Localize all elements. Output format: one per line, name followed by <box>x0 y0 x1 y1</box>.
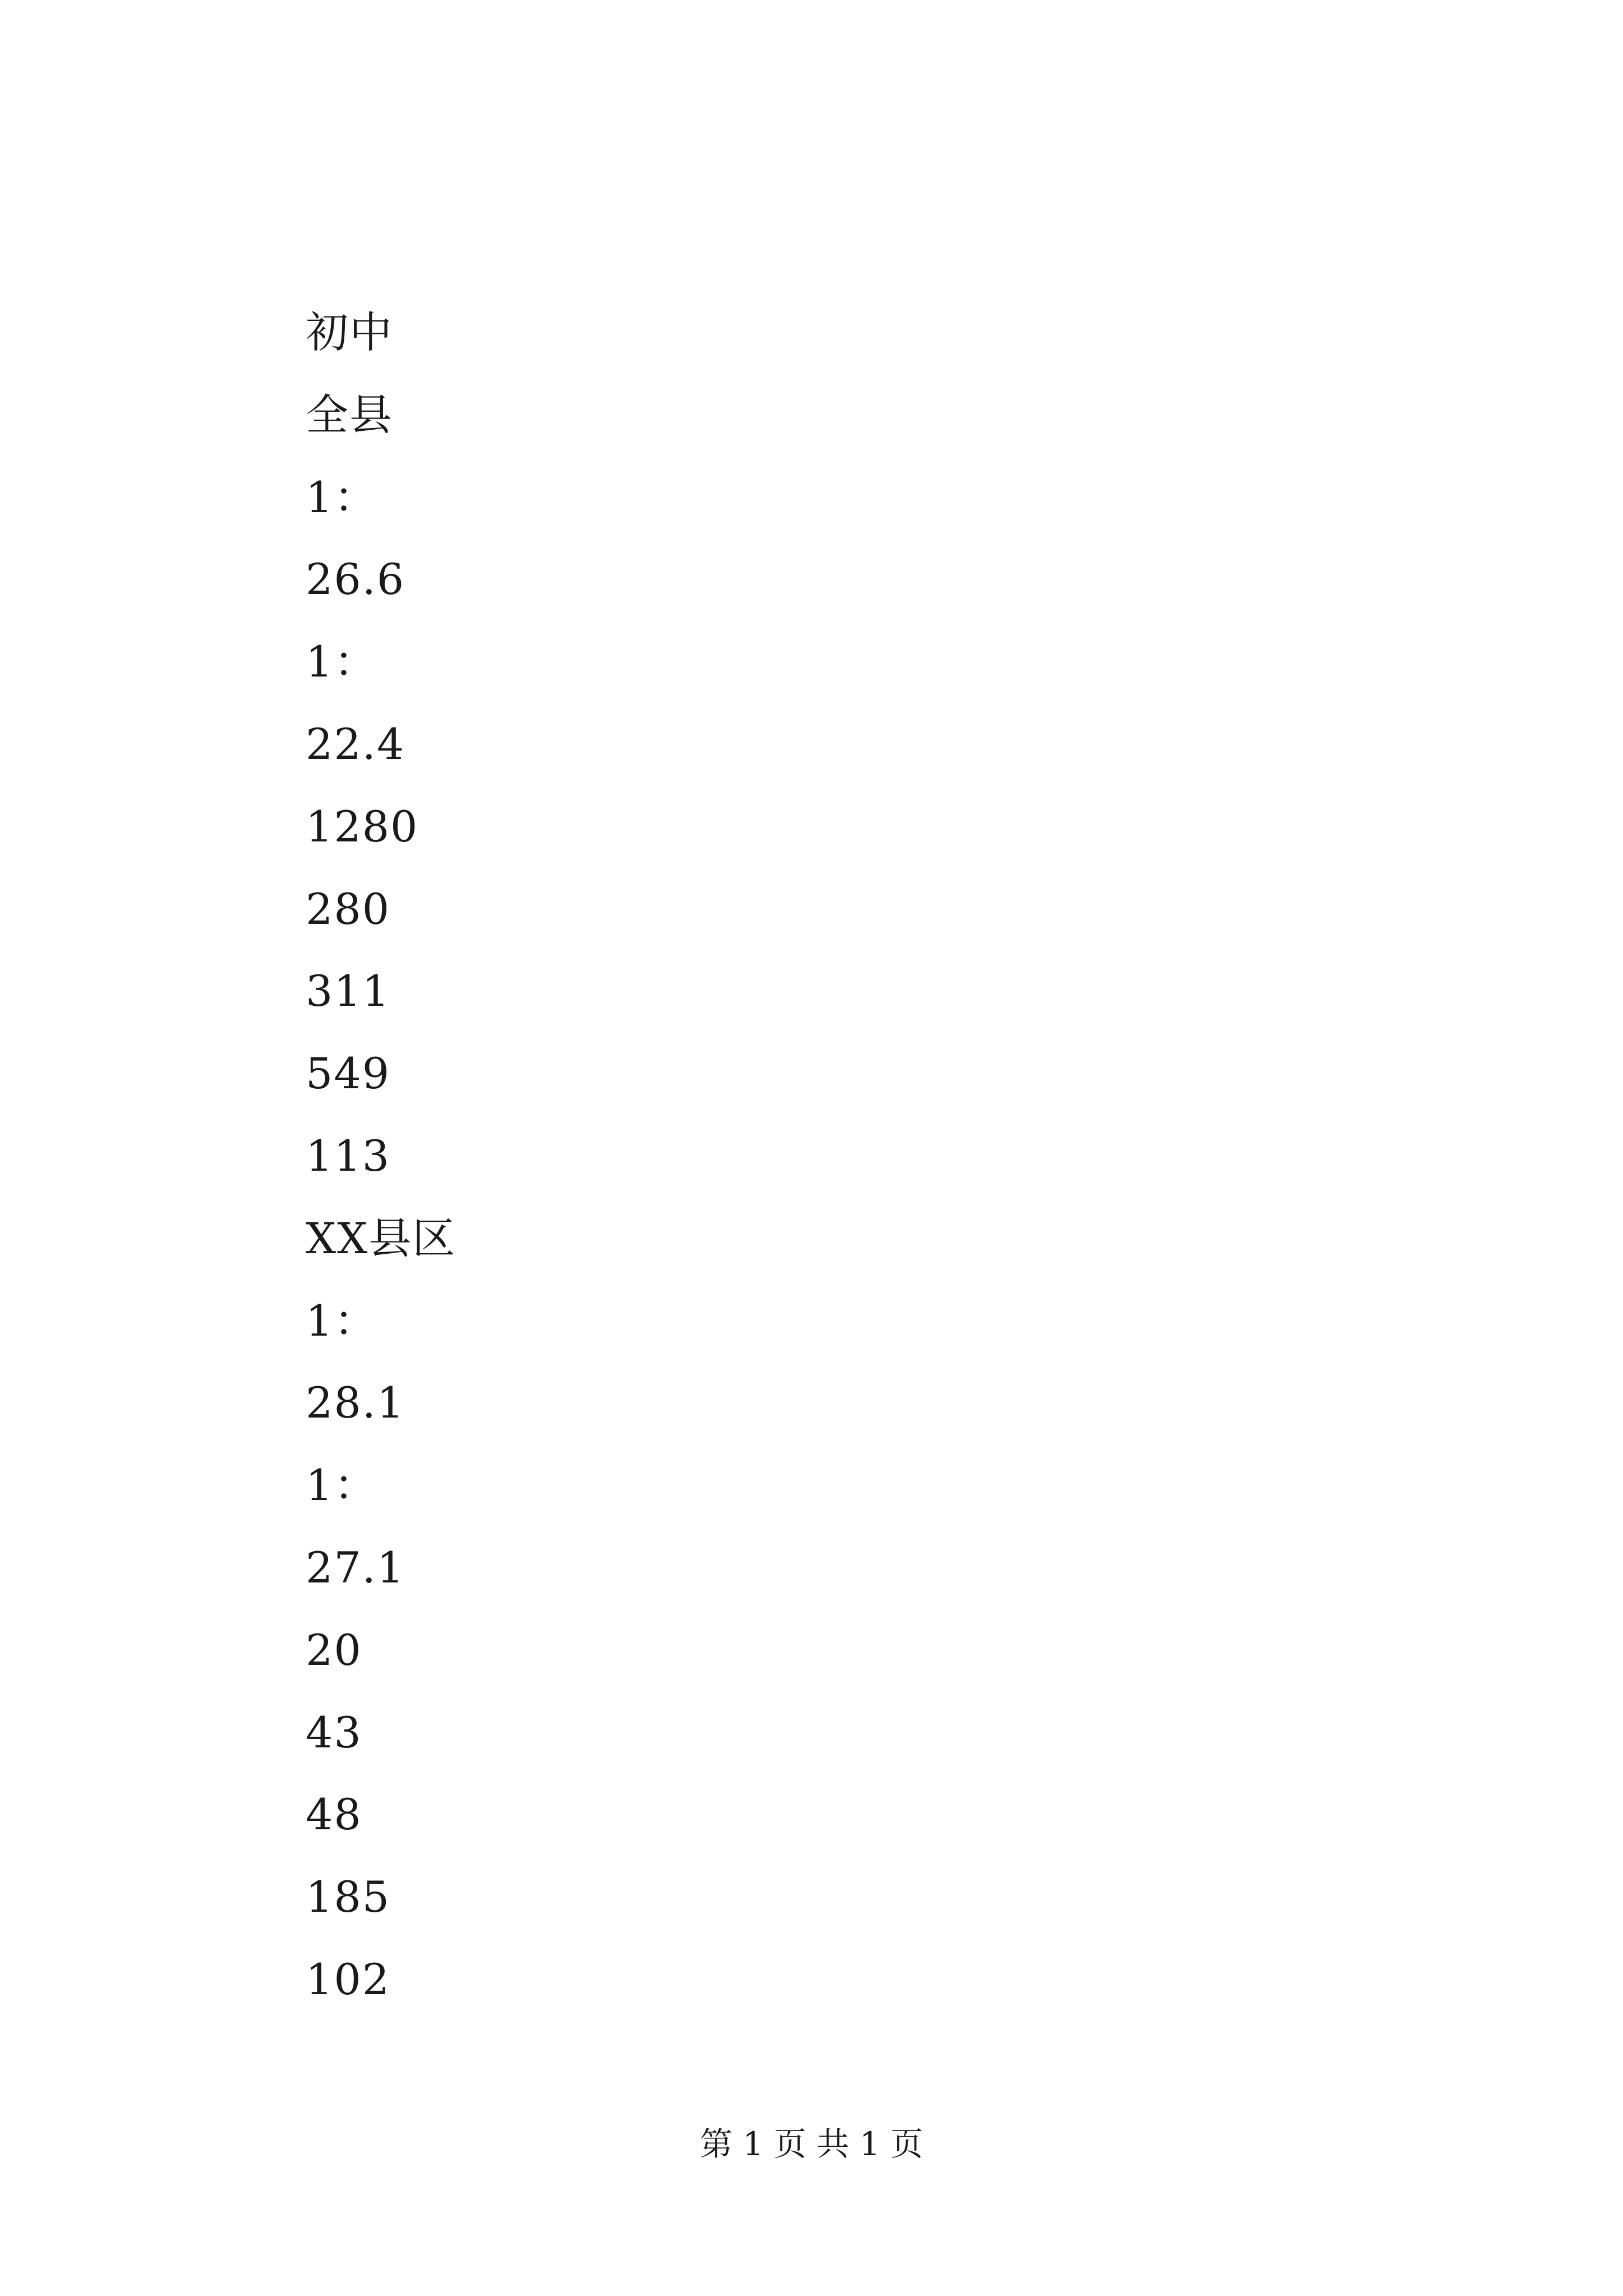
text-line: 185 <box>306 1872 391 1922</box>
text-line: 全县 <box>306 389 393 440</box>
text-line: 48 <box>306 1789 362 1840</box>
document-body <box>306 292 1427 2021</box>
text-line: 28.1 <box>306 1378 405 1428</box>
text-line: 549 <box>306 1048 391 1099</box>
text-line: 1： <box>306 472 378 522</box>
text-line: 26.6 <box>306 554 405 605</box>
text-line: 1： <box>306 637 378 687</box>
page-footer <box>0 2122 1623 2166</box>
text-line: 初中 <box>306 307 393 357</box>
text-line: 280 <box>306 884 391 934</box>
text-line: 102 <box>306 1954 391 2004</box>
text-line: XX县区 <box>306 1213 457 1263</box>
text-line: 1： <box>306 1460 378 1511</box>
text-line: 22.4 <box>306 719 405 769</box>
text-line: 27.1 <box>306 1542 405 1593</box>
text-line: 113 <box>306 1130 391 1181</box>
text-line: 43 <box>306 1707 362 1757</box>
text-line: 311 <box>306 966 391 1016</box>
text-line: 1： <box>306 1295 378 1346</box>
page-number: 第 1 页 共 1 页 <box>700 2125 923 2163</box>
text-line: 20 <box>306 1625 362 1675</box>
text-line: 1280 <box>306 801 419 852</box>
